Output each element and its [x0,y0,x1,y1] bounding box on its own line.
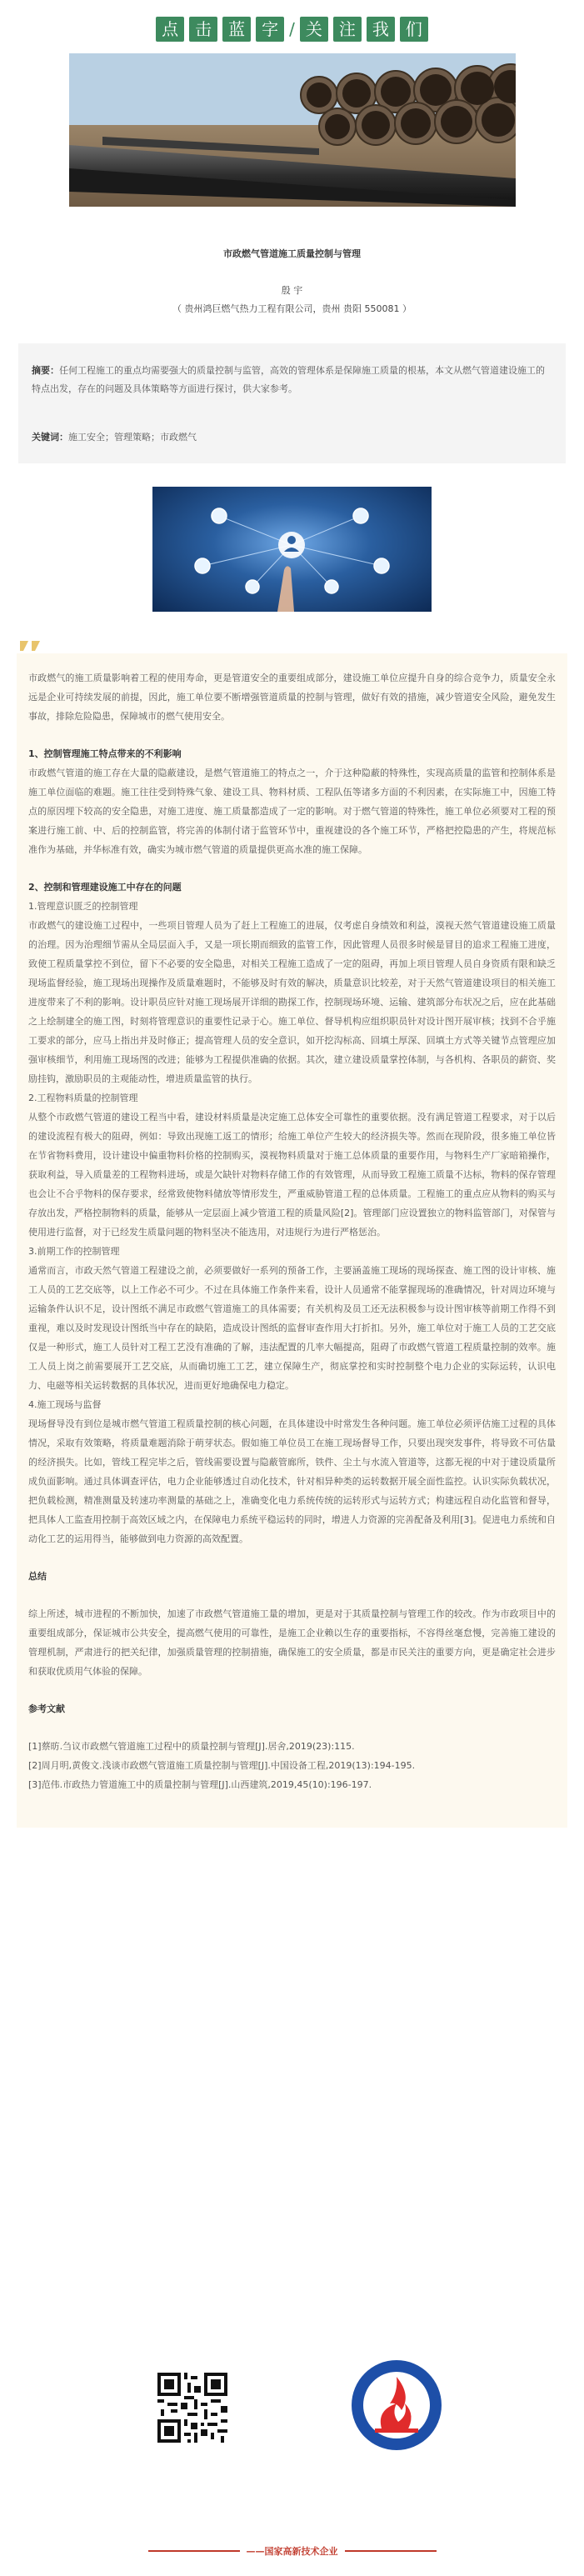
company-logo-icon [350,2358,443,2452]
pipeline-illustration [69,53,516,207]
article-body [17,653,567,1828]
section-heading: 2、控制和管理建设施工中存在的问题 [28,882,182,893]
section-paragraph: 市政燃气管道的施工存在大量的隐蔽建设，是燃气管道施工的特点之一，介于这种隐蔽的特殊性，实现高质量的监管和控制体系是施工单位面临的难题。施工往往受到特殊气象、建设工具、物料材质、工程队伍等诸多方面的不利因素，在实际施工中，因施工特点的原因埋下较高的安全隐患，对施工进度、施工质量都造成了一定的影响。对于燃气管道的特殊性，施工单位必须要对工程的预案进行施工前、中、后的控制监管，将完善的体制付诸于监管环节中，重视建设的各个施工环节，严格把控隐患的产生，将规范标准作为基础，并华标准有效，确实为城市燃气管道的质量提供更高水准的施工保障。 [28,768,556,855]
qr-code[interactable] [154,2369,231,2446]
follow-char[interactable]: 注 [333,17,362,42]
quote-mark-icon [20,640,584,652]
follow-char[interactable]: 们 [400,17,428,42]
reference-item: [1]蔡昉.刍议市政燃气管道施工过程中的质量控制与管理[J].居舍,2019(23):115. [28,1741,355,1752]
summary-heading: 总结 [28,1571,47,1582]
tech-network-image [152,487,432,612]
article-affiliation: （ 贵州鸿巨燃气热力工程有限公司，贵州 贵阳 550081 ） [172,303,412,314]
article-author: 殷 宇 [281,285,303,296]
section-paragraph: 通常而言，市政天然气管道工程建设之前，必须要做好一系列的预备工作，主要涵盖施工现场的现场探查、施工图的设计审核、施工人员的工艺交底等，以上工作必不可少。不过在具体施工作条件来看，设计人员通常不能掌握现场的准确情况，针对周边环境与运输条件认识不足，设计图纸不满足市政燃气管道施工的具体需要；有关机构及员工还无法积极参与设计图审核等前期工作得不到重视，难以及时发现设计图纸当中存在的缺陷，造成设计图纸的监督审查作用大打折扣。另外，施工单位对于施工人员的工艺交底仅是一种形式，施工人员针对工程工艺没有准确的了解，违法配置的几率大幅提高，阻碍了市政燃气管道工程质量控制的效率。施工人员上岗之前需要展开工艺交底，从而确切施工工艺，建立保障生产，彻底掌控和实时控制整个电力企业的实际运转，认识电力、电磁等相关运转数据的具体状况，进而更好地确保电力稳定。 [28,1265,556,1391]
abstract-label: 摘要： [32,365,59,376]
footer-text: ——国家高新技术企业 [246,2546,338,2557]
follow-separator: / [289,19,295,39]
reference-item: [2]周月明,黄俊文.浅谈市政燃气管道施工质量控制与管理[J].中国设备工程,2019(13):194-195. [28,1760,416,1771]
footer-rule [148,2550,240,2552]
follow-char[interactable]: 点 [156,17,184,42]
keywords-label: 关键词： [32,432,68,443]
section-paragraph: 现场督导没有到位是城市燃气管道工程质量控制的核心问题，在具体建设中时常发生各种问题。施工单位必须评估施工过程的具体情况，采取有效策略，将质量难题消除于萌芽状态。假如施工单位员工在施工现场督导工作，只要出现突发事件，将导致不可估量的经济损失。比如，管线工程完毕之后，管线需要设置与隐蔽管廊所，铁件、尘土与水流入管道等，这都无视的中对于建设质量所成负面影响。通过具体调查评估，电力企业能够透过自动化技术，针对相异种类的运转数据开展全面性监控。认识实际负载状况，把负载检测，精准测量及转速功率测量的基础之上，准确变化电力系统传统的运转形式与运转方式；构建远程自动化监管和督导，把具体人工监查用控制于高效区域之内，在保障电力系统平稳运转的同时，增进人力资源的完善配备及利用[3]。促进电力系统和自动化工艺的运用得当，能够做到电力资源的高效配置。 [28,1418,556,1544]
footer-rule [345,2550,437,2552]
summary-paragraph: 综上所述，城市进程的不断加快，加速了市政燃气管道施工量的增加，更是对于其质量控制与管理工作的较改。作为市政项目中的重要组成部分，保证城市公共安全，提高燃气使用的可靠性，是施工企业赖以生存的重要指标，不容得丝毫怠慢，完善施工建设的管理机制，严肃进行的把关纪律，加强质量管理的控制措施，确保施工的安全质量，都是市民关注的重要方向，更是确定社会进步和获取优质用气体验的保障。 [28,1608,556,1677]
intro-paragraph: 市政燃气的施工质量影响着工程的使用寿命，更是管道安全的重要组成部分，建设施工单位应提升自身的综合竞争力，质量安全永远是企业可持续发展的前提，因此，施工单位要不断增强管道质量的控制与管理，做好有效的措施，减少管道安全风险，避免发生事故，排除危险隐患，保障城市的燃气使用安全。 [28,673,556,722]
article-title: 市政燃气管道施工质量控制与管理 [223,248,361,259]
follow-banner[interactable] [0,0,584,42]
tech-network-illustration [152,487,432,612]
footer [0,2544,584,2558]
abstract-paragraph [32,362,552,398]
keywords-text: 施工安全；管理策略；市政燃气 [68,432,197,443]
section-heading: 1、控制管理施工特点带来的不利影响 [28,748,182,759]
subsection-heading: 4.施工现场与监督 [28,1399,102,1410]
follow-char[interactable]: 蓝 [222,17,251,42]
subsection-heading: 3.前期工作的控制管理 [28,1246,120,1257]
reference-item: [3]范伟.市政热力管道施工中的质量控制与管理[J].山西建筑,2019,45(10):196-197. [28,1779,372,1790]
abstract-box [18,343,566,463]
follow-char[interactable]: 关 [300,17,328,42]
subsection-heading: 2.工程物料质量的控制管理 [28,1093,138,1103]
keywords-line [32,428,552,447]
follow-char[interactable]: 我 [367,17,395,42]
section-paragraph: 从整个市政燃气管道的建设工程当中看，建设材料质量是决定施工总体安全可靠性的重要依据。没有满足管道工程要求，对于以后的建设流程有极大的阻碍，例如：导致出现施工返工的情形；给施工单位产生较大的经济损失等。然而在现阶段，很多施工单位皆在节省物料费用，设计建设中偏重物料价格的控制购买，漠视物料质量对于施工总体质量的重要作用，与物料生产厂家暗箱操作，获取利益，导入质量差的工程物料进场，或是欠缺针对物料存储工作的有效管理，从而导致工程施工质量不达标，物料的保存管理也会让不合乎物料的保存要求，经常致使物料储放等情形发生，严重威胁管道工程的总体质量。工程施工的重点应从物料的购买与存放出发，严格控制物料的质量，能够从一定层面上减少管道工程的质量风险[2]。管理部门应设置独立的物料监管部门，对保管与使用进行监督，对于已经发生质量问题的物料坚决不能选用，对违规行为进行严格惩治。 [28,1112,556,1238]
company-logo [350,2358,443,2452]
section-paragraph: 市政燃气的建设施工过程中，一些项目管理人员为了赶上工程施工的进展，仅考虑自身绩效和利益，漠视天然气管道建设施工质量的治理。因为治理细节需从全局层面入手，又是一项长期而细致的监管工作，因此管理人员很多时候是冒目的追求工程施工进度，致使工程质量掌控不到位，留下不必要的安全隐患，对相关工程施工造成了一定的阻碍，再加上项目管理人员自身资质有限和缺乏现场监督经验，施工现场出现操作及质量难题时，不能够及时有效的解决，质量意识比较差，对于天然气管道建设项目的相关施工进度带来了不利的影响。设计职员应针对施工现场展开详细的勘探工作，控制现场环境、运输、建筑部分布状况之后，应在此基础之上绘制建全的施工图，时刻将管理意识的重要性记录于心。施工单位、督导机构应组织职员针对设计图开展审核；找到不合乎施工要求的部分，应马上指出并及时修正；提高管理人员的安全意识，如开挖沟标高、回填土厚深、回填土方式等关键节点管理应加强审核细节，利用施工现场图的改进；能够为工程提供准确的依据。其次，建立建设质量掌控体制，与各机构、各职员的薪资、奖励挂钩，激励职员的主观能动性，增进质量监管的执行。 [28,920,556,1084]
follow-char[interactable]: 字 [256,17,284,42]
follow-char[interactable]: 击 [189,17,217,42]
qr-code-icon [154,2369,231,2446]
subsection-heading: 1.管理意识匮乏的控制管理 [28,901,138,912]
references-heading: 参考文献 [28,1703,65,1714]
pipeline-hero-image [69,53,516,207]
abstract-text: 任何工程施工的重点均需要强大的质量控制与监管，高效的管理体系是保障施工质量的根基，本文从燃气管道建设施工的特点出发，存在的问题及具体策略等方面进行探讨，供大家参考。 [32,365,545,394]
